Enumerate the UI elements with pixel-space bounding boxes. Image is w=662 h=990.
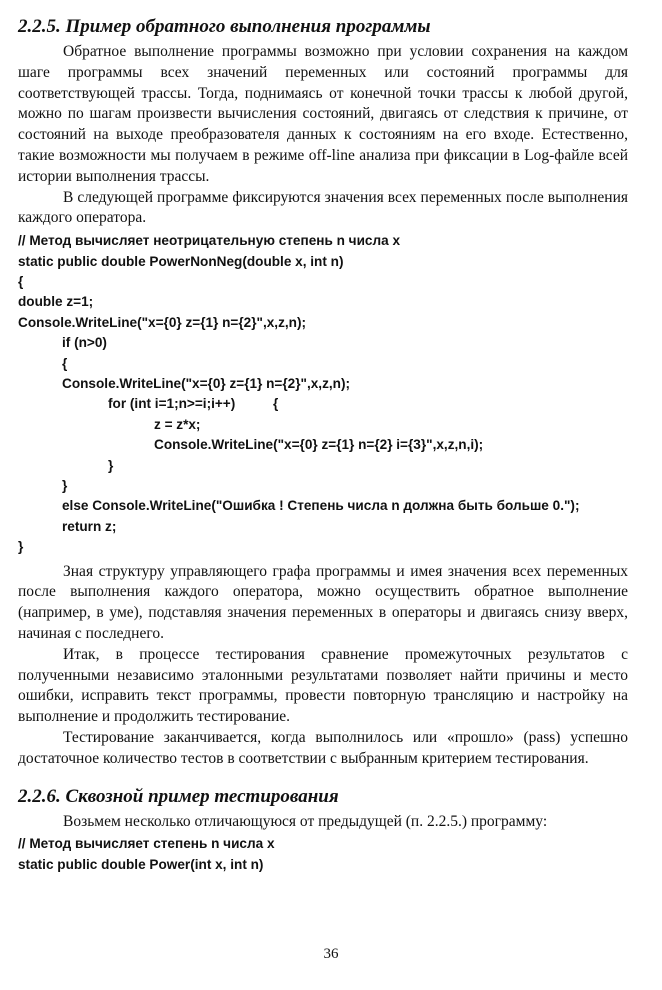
paragraph: В следующей программе фиксируются значения всех переменных после выполнения каждого оператора.: [18, 188, 628, 227]
paragraph: Возьмем несколько отличающуюся от предыдущей (п. 2.2.5.) программу:: [63, 812, 548, 830]
paragraph: Итак, в процессе тестирования сравнение промежуточных результатов с полученными независимо эталонными результатами позволяет найти причины и место ошибки, исправить текст программы, провести повторную трансляцию и настройку на выполнение и продолжить тестирование.: [18, 645, 628, 726]
code-line: static public double PowerNonNeg(double x, int n): [18, 253, 344, 269]
code-line: // Метод вычисляет неотрицательную степень n числа x: [18, 233, 401, 249]
code-line: static public double Power(int x, int n): [18, 856, 264, 872]
code-line: Console.WriteLine("x={0} z={1} n={2} i={3}",x,z,n,i);: [154, 437, 484, 453]
page-content: [18, 14, 628, 875]
code-listing-power: [18, 834, 628, 875]
paragraph: Тестирование заканчивается, когда выполнилось или «прошло» (pass) успешно достаточное количество тестов в соответствии с выбранным критерием тестирования.: [18, 729, 628, 767]
code-line: z = z*x;: [154, 416, 201, 432]
code-line: }: [18, 539, 24, 555]
code-line: Console.WriteLine("x={0} z={1} n={2}",x,z,n);: [62, 376, 350, 392]
code-line: double z=1;: [18, 294, 94, 310]
code-line: for (int i=1;n>=i;i++) {: [108, 396, 279, 412]
paragraph: Зная структуру управляющего графа программы и имея значения всех переменных после выполнения каждого оператора, можно осуществить обратное выполнение (например, в уме), подставляя значения переменных в операторы и двигаясь снизу вверх, начиная с последнего.: [18, 562, 628, 643]
paragraph: Обратное выполнение программы возможно при условии сохранения на каждом шаге программы всех значений переменных или состояний программы для соответствующей трассы. Тогда, поднимаясь от конечной точки трассы к любой другой, можно по шагам произвести вычисления состояний, двигаясь от следствия к причине, от состояний на выходе преобразователя данных к состояниям на его входе. Естественно, такие возможности мы получаем в режиме off-line анализа при фиксации в Log-файле всей истории выполнения трассы.: [18, 43, 628, 185]
code-line: }: [108, 457, 114, 473]
page-number: 36: [323, 946, 339, 962]
code-line: }: [62, 478, 68, 494]
code-line: {: [18, 273, 24, 289]
section-heading-2-2-6: 2.2.6. Сквозной пример тестирования: [18, 785, 339, 807]
code-line: {: [62, 355, 68, 371]
section-heading-2-2-5: 2.2.5. Пример обратного выполнения программы: [18, 16, 431, 37]
code-line: return z;: [62, 518, 117, 534]
code-line: if (n>0): [62, 335, 107, 351]
code-listing-power-non-neg: [18, 231, 628, 558]
code-line: // Метод вычисляет степень n числа x: [18, 836, 275, 852]
code-line: else Console.WriteLine("Ошибка ! Степень числа n должна быть больше 0.");: [62, 498, 580, 514]
code-line: Console.WriteLine("x={0} z={1} n={2}",x,z,n);: [18, 314, 306, 330]
